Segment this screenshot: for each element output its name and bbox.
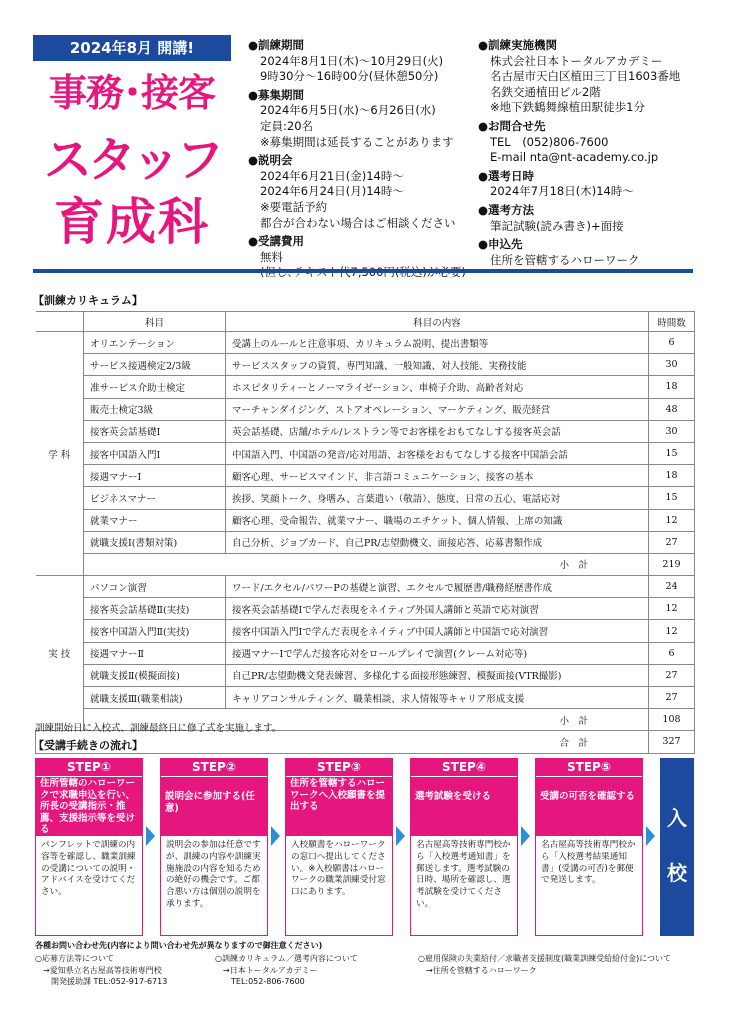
info-line: 2024年6月5日(水)～6月26日(水) xyxy=(260,103,436,118)
hours-cell: 15 xyxy=(649,487,695,509)
subject-cell: 就業マナー xyxy=(84,509,226,531)
step-2 xyxy=(160,758,268,936)
table-row xyxy=(36,576,695,598)
step-highlight: 説明会に参加する(任意) xyxy=(161,776,267,836)
info-line: 株式会社日本トータルアカデミー xyxy=(490,53,663,68)
footer-contact-curriculum xyxy=(215,953,415,988)
arrow-right-icon xyxy=(646,826,655,846)
subject-cell: 接遇マナーⅡ xyxy=(84,642,226,664)
step-1 xyxy=(35,758,143,936)
content-cell: 接客英会話基礎Ⅰで学んだ表現をネイティブ外国人講師と英語で応対演習 xyxy=(226,598,649,620)
info-heading: ●募集期間 xyxy=(248,87,305,102)
info-line: 2024年7月18日(木)14時～ xyxy=(490,184,634,199)
content-cell: ワード/エクセル/パワーPの基礎と演習、エクセルで履歴書/職務経歴書作成 xyxy=(226,576,649,598)
info-line: 2024年6月21日(金)14時～ xyxy=(260,168,404,183)
table-row xyxy=(36,420,695,442)
step-label: STEP④ xyxy=(411,759,517,776)
footer-contact-application xyxy=(35,953,215,988)
hours-cell: 12 xyxy=(649,509,695,531)
table-row xyxy=(36,509,695,531)
step-highlight: 選考試験を受ける xyxy=(411,776,517,836)
info-line: TEL (052)806-7600 xyxy=(490,134,609,149)
subject-cell: 接遇マナーⅠ xyxy=(84,465,226,487)
header-divider xyxy=(33,269,693,273)
table-header-row xyxy=(36,312,695,332)
table-row xyxy=(36,354,695,376)
hours-cell: 6 xyxy=(649,332,695,354)
step-body: 名古屋高等技術専門校から「入校選考通知書」を郵送します。選考試験の日時、場所を確認し、選考試験を受けてください。 xyxy=(416,840,511,909)
hours-cell: 30 xyxy=(649,354,695,376)
arrow-right-icon xyxy=(521,826,530,846)
info-heading: ●受講費用 xyxy=(248,234,305,249)
hours-cell: 15 xyxy=(649,442,695,464)
total-hours: 327 xyxy=(649,731,695,753)
category-label: 学 科 xyxy=(36,332,84,576)
info-line: 名鉄交通植田ビル2階 xyxy=(490,84,601,99)
table-row xyxy=(36,598,695,620)
enrollment-label-1: 入 xyxy=(667,806,687,830)
info-institution xyxy=(478,38,696,116)
step-label: STEP② xyxy=(161,759,267,776)
table-row xyxy=(36,687,695,709)
info-heading: ●説明会 xyxy=(248,153,293,168)
step-body: パンフレットで訓練の内容等を確認し、職業訓練の受講についての説明・アドバイスを受けてください。 xyxy=(41,840,136,898)
footer-line: ○雇用保険の失業給付／求職者支援制度(職業訓練受給給付金)について xyxy=(418,954,672,963)
info-line: ※地下鉄鶴舞線植田駅徒歩1分 xyxy=(490,100,645,115)
hours-cell: 27 xyxy=(649,687,695,709)
hours-cell: 27 xyxy=(649,531,695,553)
content-cell: キャリアコンサルティング、職業相談、求人情報等キャリア形成支援 xyxy=(226,687,649,709)
info-line: E-mail nta@nt-academy.co.jp xyxy=(490,150,659,165)
arrow-right-icon xyxy=(271,826,280,846)
step-body: 入校願書をハローワークの窓口へ提出してください。※入校願書はハローワークの職業訓練受付窓口にあります。 xyxy=(291,840,386,898)
subject-cell: ビジネスマナー xyxy=(84,487,226,509)
table-row xyxy=(36,465,695,487)
hours-cell: 12 xyxy=(649,620,695,642)
footer-line: →日本トータルアカデミー xyxy=(215,965,318,975)
info-fee xyxy=(248,234,480,281)
step-label: STEP① xyxy=(36,759,142,776)
hours-cell: 24 xyxy=(649,576,695,598)
hours-cell: 27 xyxy=(649,664,695,686)
subtotal-hours: 108 xyxy=(649,709,695,731)
info-line: 筆記試験(読み書き)+面接 xyxy=(490,218,624,233)
info-line: ※募集期間は延長することがあります xyxy=(260,134,454,149)
table-header-category xyxy=(36,312,84,332)
hours-cell: 12 xyxy=(649,598,695,620)
info-line: 2024年8月1日(木)～10月29日(火) xyxy=(260,53,444,68)
course-title-line3: 育成科 xyxy=(54,193,210,251)
footer-line: ○応募方法等について xyxy=(35,954,114,963)
table-row xyxy=(36,642,695,664)
hours-cell: 6 xyxy=(649,642,695,664)
subtotal-label: 小 計 xyxy=(84,553,649,575)
hours-cell: 30 xyxy=(649,420,695,442)
course-title-line2: スタッフ xyxy=(43,132,220,188)
info-heading: ●選考方法 xyxy=(478,202,535,217)
footer-heading: 各種お問い合わせ先(内容により問い合わせ先が異なりますので御注意ください) xyxy=(35,941,323,950)
subject-cell: 接客英会話基礎Ⅱ(実技) xyxy=(84,598,226,620)
table-header-hours: 時間数 xyxy=(649,312,695,332)
step-label: STEP③ xyxy=(286,759,392,776)
info-heading: ●訓練期間 xyxy=(248,38,305,52)
content-cell: マーチャンダイジング、ストアオペレーション、マーケティング、販売経営 xyxy=(226,398,649,420)
hours-cell: 48 xyxy=(649,398,695,420)
table-row xyxy=(36,664,695,686)
footer-line: →愛知県立名古屋高等技術専門校 xyxy=(35,965,162,975)
steps-title: 【受講手続きの流れ】 xyxy=(33,739,143,752)
subject-cell: 接客英会話基礎Ⅰ xyxy=(84,420,226,442)
total-label: 合 計 xyxy=(36,731,649,753)
info-heading: ●選考日時 xyxy=(478,168,535,183)
subtotal-hours: 219 xyxy=(649,553,695,575)
content-cell: 接遇マナーⅠで学んだ接客応対をロールプレイで演習(クレーム対応等) xyxy=(226,642,649,664)
table-row xyxy=(36,332,695,354)
info-selection-date xyxy=(478,169,696,200)
content-cell: 挨拶、笑顔トーク、身嗜み、言葉遣い（敬語）、態度、日常の五心、電話応対 xyxy=(226,487,649,509)
curriculum-group-lecture xyxy=(36,332,695,576)
curriculum-table xyxy=(35,311,695,754)
enrollment-label-2: 校 xyxy=(667,861,687,885)
content-cell: 中国語入門、中国語の発音/応対用語、お客様をおもてなしする接客中国語会話 xyxy=(226,442,649,464)
footer-line: TEL:052-806-7600 xyxy=(215,977,305,986)
info-apply-to xyxy=(478,237,696,268)
step-body: 名古屋高等技術専門校から「入校選考結果通知書」(受講の可否)を郵便で発送します。 xyxy=(541,840,636,886)
hours-cell: 18 xyxy=(649,465,695,487)
table-row xyxy=(36,531,695,553)
subject-cell: 就職支援Ⅰ(書類対策) xyxy=(84,531,226,553)
step-body: 説明会の参加は任意ですが、訓練の内容や訓練実施施設の内容を知るための絶好の機会です。ご都合悪い方は個別の説明を承ります。 xyxy=(166,840,261,909)
subject-cell: パソコン演習 xyxy=(84,576,226,598)
course-title-line1: 事務･接客 xyxy=(48,71,215,115)
step-label: STEP⑤ xyxy=(536,759,642,776)
step-highlight: 住所管轄のハローワークで求職申込を行い、所長の受講指示・推薦、支援指示等を受ける xyxy=(36,776,142,836)
arrow-right-icon xyxy=(146,826,155,846)
content-cell: 受講上のルールと注意事項、カリキュラム説明、提出書類等 xyxy=(226,332,649,354)
table-row xyxy=(36,376,695,398)
subject-cell: サービス接遇検定2/3級 xyxy=(84,354,226,376)
info-line xyxy=(248,265,480,281)
category-label: 実 技 xyxy=(36,576,84,731)
table-subtotal-row xyxy=(36,553,695,575)
info-line: 定員:20名 xyxy=(260,118,314,133)
table-row xyxy=(36,398,695,420)
table-header-content: 科目の内容 xyxy=(226,312,649,332)
curriculum-title: 【訓練カリキュラム】 xyxy=(33,294,143,307)
info-line: 無料 xyxy=(260,249,283,264)
step-highlight: 住所を管轄するハローワークへ入校願書を提出する xyxy=(286,776,392,836)
content-cell: ホスピタリティーとノーマライゼーション、車椅子介助、高齢者対応 xyxy=(226,376,649,398)
info-line: 住所を管轄するハローワーク xyxy=(490,252,640,267)
subject-cell: 接客中国語入門Ⅰ xyxy=(84,442,226,464)
step-5 xyxy=(535,758,643,936)
info-line: 2024年6月24日(月)14時～ xyxy=(260,184,404,199)
info-contact xyxy=(478,119,696,166)
arrow-right-icon xyxy=(396,826,405,846)
hours-cell: 18 xyxy=(649,376,695,398)
table-row xyxy=(36,442,695,464)
table-header-subject: 科目 xyxy=(84,312,226,332)
footer-line: 開発援助課 TEL:052-917-6713 xyxy=(35,977,168,986)
content-cell: 顧客心理、受命報告、就業マナー、職場のエチケット、個人情報、上席の知識 xyxy=(226,509,649,531)
step-3 xyxy=(285,758,393,936)
info-heading: ●訓練実施機関 xyxy=(478,38,558,52)
table-row xyxy=(36,487,695,509)
info-heading: ●申込先 xyxy=(478,237,523,252)
info-line: ※要電話予約 xyxy=(260,199,328,214)
info-right xyxy=(478,38,696,268)
content-cell: 自己PR/志望動機文発表練習、多様化する面接形態練習、模擬面接(VTR撮影) xyxy=(226,664,649,686)
course-start-banner: 2024年8月 開講! xyxy=(33,35,231,61)
content-cell: 自己分析、ジョブカード、自己PR/志望動機文、面接応答、応募書類作成 xyxy=(226,531,649,553)
content-cell: 顧客心理、サービスマインド、非言語コミュニケーション、接客の基本 xyxy=(226,465,649,487)
subject-cell: 就職支援Ⅱ(模擬面接) xyxy=(84,664,226,686)
curriculum-note: 訓練開始日に入校式、訓練最終日に修了式を実施します。 xyxy=(35,723,282,734)
info-line: 名古屋市天白区植田三丁目1603番地 xyxy=(490,69,681,84)
enrollment-box xyxy=(660,758,694,936)
subject-cell: オリエンテーション xyxy=(84,332,226,354)
subject-cell: 販売士検定3級 xyxy=(84,398,226,420)
table-row xyxy=(36,620,695,642)
info-briefing xyxy=(248,153,480,231)
info-heading: ●お問合せ先 xyxy=(478,118,546,133)
step-4 xyxy=(410,758,518,936)
curriculum-group-practical xyxy=(36,576,695,731)
content-cell: 英会話基礎、店舗/ホテル/レストラン等でお客様をおもてなしする接客英会話 xyxy=(226,420,649,442)
content-cell: サービススタッフの資質、専門知識、一般知識、対人技能、実務技能 xyxy=(226,354,649,376)
footer-line: ○訓練カリキュラム／選考内容について xyxy=(215,954,358,963)
subject-cell: 接客中国語入門Ⅱ(実技) xyxy=(84,620,226,642)
info-recruit-period xyxy=(248,88,480,150)
info-line: 都合が合わない場合はご相談ください xyxy=(260,215,456,230)
info-line: 9時30分～16時00分(昼休憩50分) xyxy=(260,69,439,84)
footer-contact-insurance xyxy=(418,953,696,976)
subtotal-label: 小 計 xyxy=(84,709,649,731)
content-cell: 接客中国語入門Ⅰで学んだ表現をネイティブ中国人講師と中国語で応対演習 xyxy=(226,620,649,642)
step-highlight: 受講の可否を確認する xyxy=(536,776,642,836)
subject-cell: 就職支援Ⅲ(職業相談) xyxy=(84,687,226,709)
subject-cell: 准サービス介助士検定 xyxy=(84,376,226,398)
info-training-period xyxy=(248,38,480,85)
info-selection-method xyxy=(478,203,696,234)
info-left xyxy=(248,38,480,281)
footer-line: →住所を管轄するハローワーク xyxy=(418,965,537,975)
